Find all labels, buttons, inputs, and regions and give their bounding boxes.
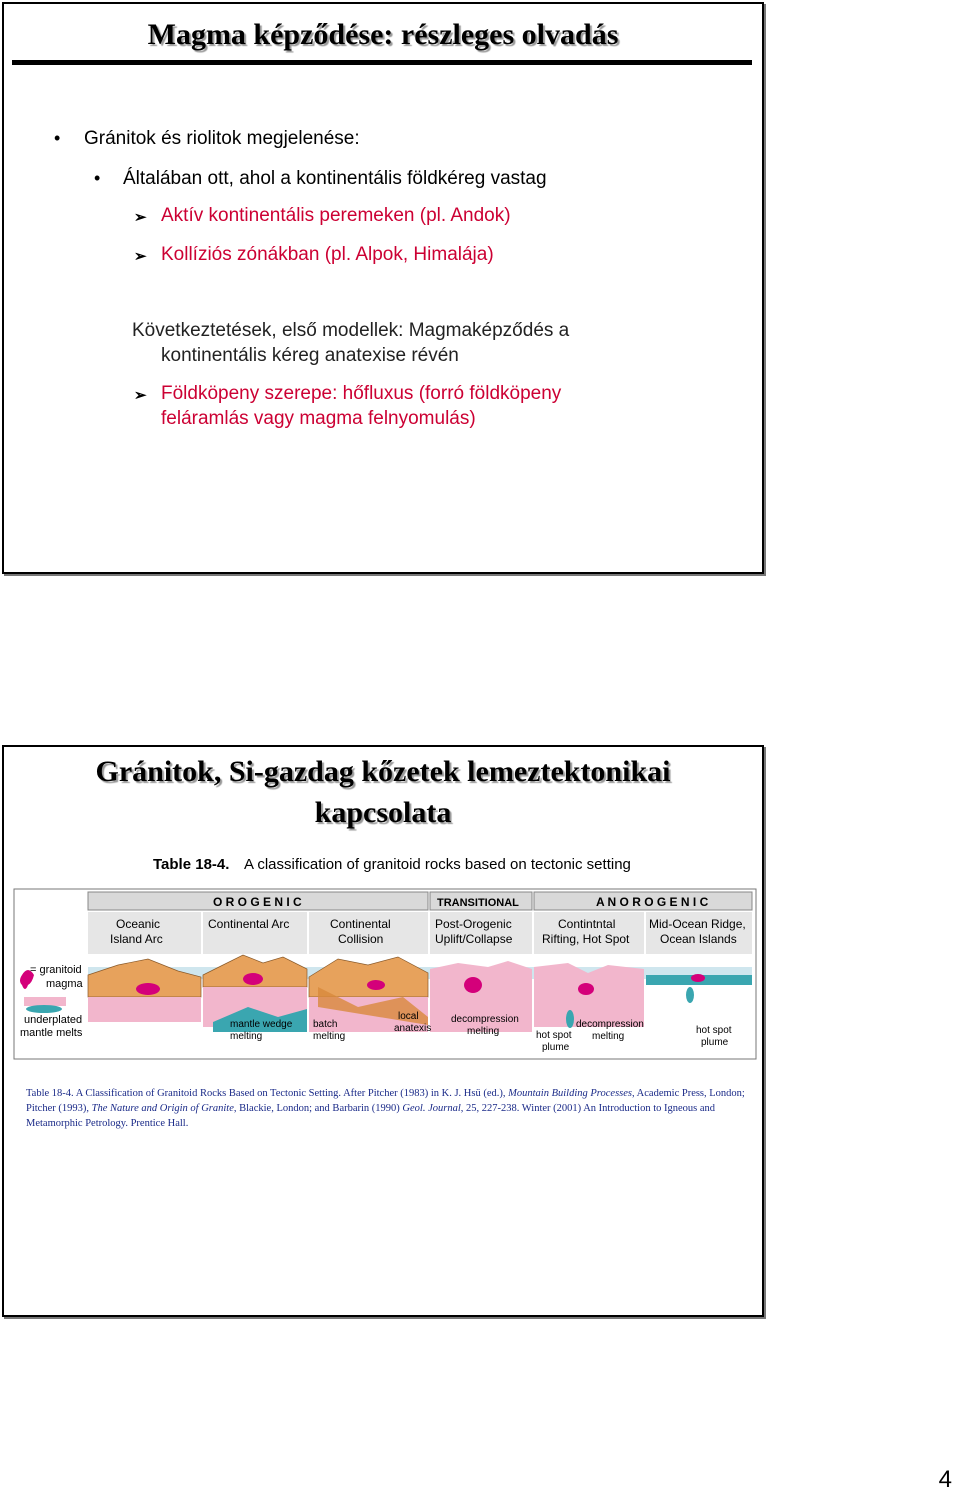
caption-italic-2: The Nature and Origin of Granite (91, 1103, 234, 1114)
setting-collision-1: Continental (330, 917, 391, 931)
label-hot-spot-1: hot spot (536, 1030, 572, 1041)
slide-1 (2, 2, 764, 574)
slide-2-title-line-2: kapcsolata (314, 796, 452, 829)
setting-post-orogenic-2: Uplift/Collapse (435, 932, 513, 946)
caption-text-1: Table 18-4. A Classification of Granitoid Rocks Based on Tectonic Setting. After Pitcher (1983) in K. J. Hsü (ed.), (26, 1088, 509, 1099)
arrow-item-alps: Kollíziós zónákban (pl. Alpok, Himalája) (161, 244, 494, 265)
arrow-bullet-icon: ➢ (134, 209, 147, 226)
legend-granitoid: = granitoid (30, 964, 82, 976)
slide-2 (2, 745, 764, 1317)
arrow-item-andes: Aktív kontinentális peremeken (pl. Andok) (161, 205, 511, 226)
setting-continental-arc: Continental Arc (208, 917, 290, 931)
label-plume-1: plume (542, 1042, 570, 1053)
label-melting-2: melting (592, 1031, 625, 1042)
label-local: local (398, 1011, 419, 1022)
plume-body (686, 987, 694, 1003)
label-decompression-2: decompression (576, 1019, 644, 1030)
caption-text-4: , 25, 227-238. Winter (2001) An Introduction to Igneous and Metamorphic Petrology. Prentice Hall. (26, 1103, 716, 1129)
legend-underplated-1: underplated (24, 1014, 83, 1026)
setting-post-orogenic-1: Post-Orogenic (435, 917, 512, 931)
label-hot-spot-2: hot spot (696, 1025, 732, 1036)
bullet-dot-icon: • (94, 168, 101, 188)
slide-2-title-line-1: Gránitok, Si-gazdag kőzetek lemeztektonikai (95, 755, 671, 788)
label-melting-1: melting (467, 1026, 500, 1037)
arrow-item-mantle-line-2: feláramlás vagy magma felnyomulás) (161, 408, 476, 429)
arrow-bullet-icon: ➢ (134, 248, 147, 265)
setting-ridge-2: Ocean Islands (660, 932, 737, 946)
group-transitional: TRANSITIONAL (437, 897, 519, 909)
caption-text-3: , Blackie, London; and Barbarin (1990) (233, 1103, 403, 1114)
label-batch-melting: melting (313, 1031, 346, 1042)
bullet-dot-icon: • (54, 128, 61, 148)
magma-body (578, 983, 594, 995)
table-label: Table 18-4. (153, 856, 230, 873)
table-title: A classification of granitoid rocks based on tectonic setting (244, 856, 631, 873)
magma-body (136, 983, 160, 995)
label-mantle-wedge: mantle wedge (230, 1019, 293, 1030)
underplated-melt-icon (26, 1005, 62, 1013)
figure-caption (26, 1086, 746, 1131)
setting-collision-2: Collision (338, 932, 384, 946)
arrow-bullet-icon: ➢ (134, 387, 147, 404)
label-anatexis: anatexis (394, 1023, 432, 1034)
setting-oceanic-1: Oceanic (116, 917, 161, 931)
label-mantle-wedge-melting: melting (230, 1031, 263, 1042)
slide-1-title: Magma képződése: részleges olvadás (147, 18, 619, 51)
caption-italic-3: Geol. Journal (402, 1103, 461, 1114)
group-anorogenic: A N O R O G E N I C (596, 895, 709, 909)
page-number: 4 (938, 1466, 952, 1493)
setting-rifting-1: Contintntal (558, 917, 616, 931)
label-batch: batch (313, 1019, 338, 1030)
arrow-item-mantle-line-1: Földköpeny szerepe: hőfluxus (forró földköpeny (161, 383, 562, 404)
magma-body (243, 973, 263, 985)
caption-italic-1: Mountain Building Processes (508, 1088, 632, 1099)
bullet-granites: Gránitok és riolitok megjelenése: (84, 128, 360, 149)
conclusion-line-1: Következtetések, első modellek: Magmaképződés a (132, 320, 570, 341)
label-plume-2: plume (701, 1037, 729, 1048)
oceanic-arc-crust (88, 997, 201, 1022)
underplated-legend-swatch (24, 997, 66, 1006)
magma-body (367, 980, 385, 990)
setting-rifting-2: Rifting, Hot Spot (542, 932, 630, 946)
plume-body (566, 1010, 574, 1028)
setting-oceanic-2: Island Arc (110, 932, 163, 946)
setting-ridge-1: Mid-Ocean Ridge, (649, 917, 746, 931)
title-divider (12, 60, 752, 65)
legend-underplated-2: mantle melts (20, 1027, 83, 1039)
magma-body (691, 974, 705, 982)
group-orogenic: O R O G E N I C (213, 895, 302, 909)
bullet-continental-crust: Általában ott, ahol a kontinentális földkéreg vastag (123, 168, 547, 189)
label-decompression-1: decompression (451, 1014, 519, 1025)
magma-body (464, 977, 482, 993)
tectonic-classification-figure (8, 847, 760, 1062)
caption-text-2: , Academic Press, London; Pitcher (1993), (26, 1088, 745, 1114)
legend-magma: magma (46, 978, 83, 990)
conclusion-line-2: kontinentális kéreg anatexise révén (161, 345, 459, 366)
